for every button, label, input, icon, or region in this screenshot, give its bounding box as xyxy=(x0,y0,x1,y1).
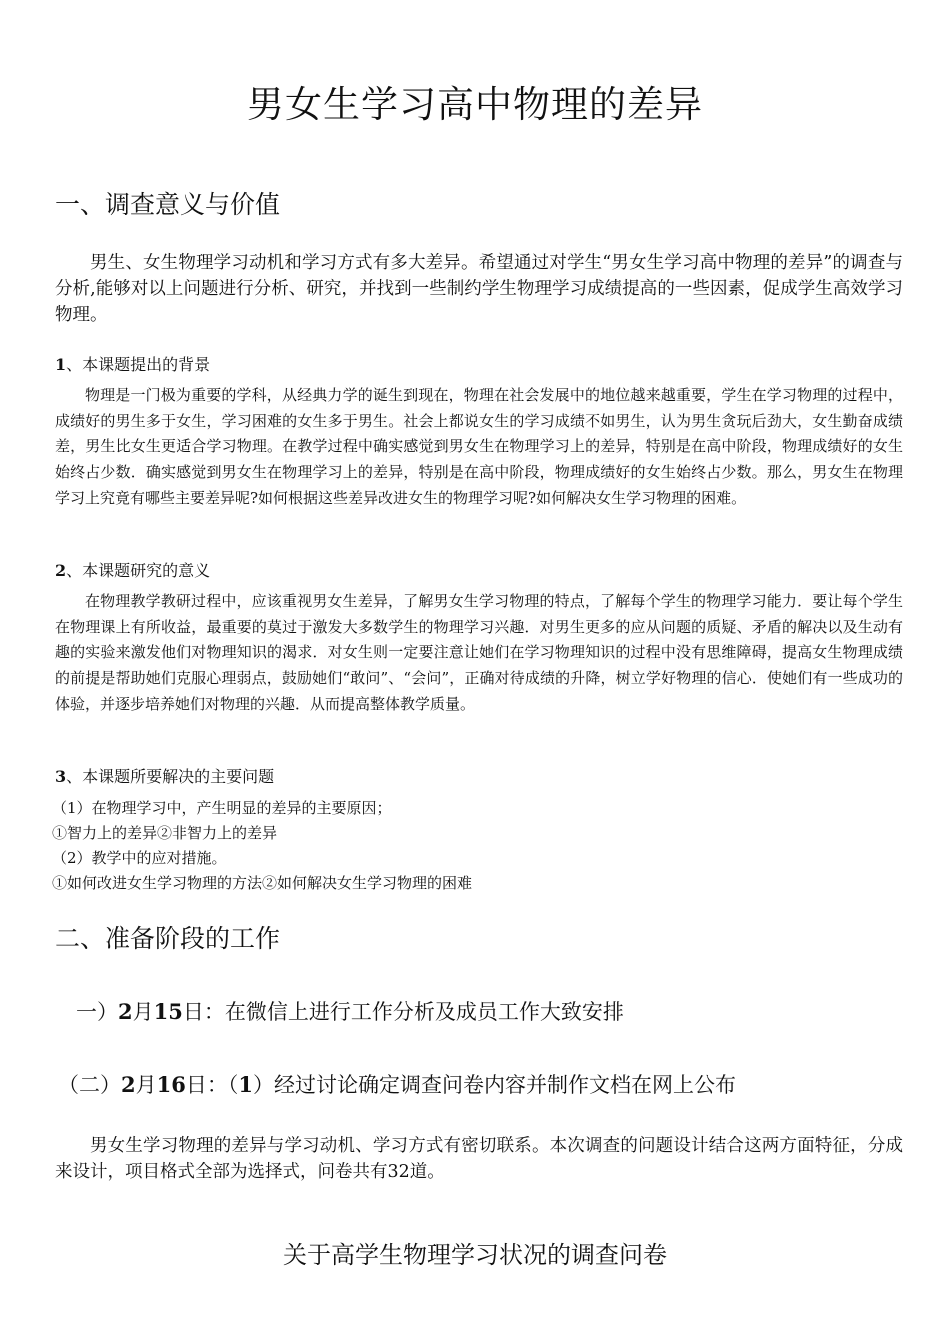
significance-paragraph: 在物理教学教研过程中，应该重视男女生差异，了解男女生学习物理的特点，了解每个学生的物理学习能力．要让每个学生在物理课上有所收益，最重要的莫过于激发大多数学生的物理学习兴趣．对男生更多的应从问题的质疑、矛盾的解决以及生动有趣的实验来激发他们对物理知识的渴求．对女生则一定要注意让她们在学习物理知识的过程中没有思维障碍，提高女生物理成绩的前提是帮助她们克服心理弱点，鼓励她们“敢问”、“会问”，正确对待成绩的升降，树立学好物理的信心．使她们有一些成功的体验，并逐步培养她们对物理的兴趣．从而提高整体教学质量。 xyxy=(55,592,903,713)
preparation-step-1 xyxy=(76,996,624,1026)
problem-list xyxy=(52,796,472,896)
list-item: （1）在物理学习中，产生明显的差异的主要原因； xyxy=(52,799,392,817)
step-prefix: （二） xyxy=(58,1073,121,1097)
subsection-number: 2 xyxy=(55,561,67,580)
survey-title: 关于高学生物理学习状况的调查问卷 xyxy=(283,1241,667,1269)
subsection-number: 1 xyxy=(55,355,67,374)
background-paragraph: 物理是一门极为重要的学科，从经典力学的诞生到现在，物理在社会发展中的地位越来越重要，学生在学习物理的过程中，成绩好的男生多于女生，学习困难的女生多于男生。社会上都说女生的学习成绩不如男生，认为男生贪玩后劲大，女生勤奋成绩差，男生比女生更适合学习物理。在教学过程中确实感觉到男女生在物理学习上的差异，特别是在高中阶段，物理成绩好的女生始终占少数．确实感觉到男女生在物理学习上的差异，特别是在高中阶段，物理成绩好的女生始终占少数。那么，男女生在物理学习上究竟有哪些主要差异呢?如何根据这些差异改进女生的物理学习呢?如何解决女生学习物理的困难。 xyxy=(55,386,903,507)
step-month-unit: 月 xyxy=(132,1000,154,1024)
step-month-unit: 月 xyxy=(135,1073,157,1097)
list-item: ①智力上的差异②非智力上的差异 xyxy=(52,824,278,842)
preparation-paragraph: 男女生学习物理的差异与学习动机、学习方式有密切联系。本次调查的问题设计结合这两方面特征，分成来设计，项目格式全部为选择式，问卷共有32道。 xyxy=(55,1136,903,1182)
step-item-open: （ xyxy=(227,1073,239,1097)
step-day-unit: 日： xyxy=(182,1000,225,1024)
section-heading-survey-significance: 一、调查意义与价值 xyxy=(55,190,281,219)
list-item: ①如何改进女生学习物理的方法②如何解决女生学习物理的困难 xyxy=(52,874,473,892)
step-day: 15 xyxy=(153,999,183,1024)
subsection-heading-main-problems xyxy=(55,764,274,787)
step-month: 2 xyxy=(121,1072,136,1097)
subsection-heading-background xyxy=(55,352,210,375)
section-intro-paragraph: 男生、女生物理学习动机和学习方式有多大差异。希望通过对学生“男女生学习高中物理的差异”的调查与分析,能够对以上问题进行分析、研究，并找到一些制约学生物理学习成绩提高的一些因素，促成学生高效学习物理。 xyxy=(55,253,903,325)
step-text: 在微信上进行工作分析及成员工作大致安排 xyxy=(224,1000,624,1024)
step-prefix: 一） xyxy=(76,1000,118,1024)
section-heading-preparation: 二、准备阶段的工作 xyxy=(55,924,281,953)
step-month: 2 xyxy=(118,999,133,1024)
document-title: 男女生学习高中物理的差异 xyxy=(247,83,703,126)
step-text: 经过讨论确定调查问卷内容并制作文档在网上公布 xyxy=(273,1073,736,1097)
step-day-unit: 日： xyxy=(185,1073,228,1097)
step-item-number: 1 xyxy=(238,1072,253,1097)
step-day: 16 xyxy=(156,1072,186,1097)
subsection-title: 、本课题所要解决的主要问题 xyxy=(66,767,275,786)
subsection-number: 3 xyxy=(55,767,67,786)
step-item-close: ） xyxy=(252,1073,274,1097)
subsection-title: 、本课题提出的背景 xyxy=(66,355,211,374)
list-item: （2）教学中的应对措施。 xyxy=(52,849,227,867)
subsection-heading-significance xyxy=(55,558,210,581)
subsection-title: 、本课题研究的意义 xyxy=(66,561,211,580)
preparation-step-2 xyxy=(58,1069,736,1099)
